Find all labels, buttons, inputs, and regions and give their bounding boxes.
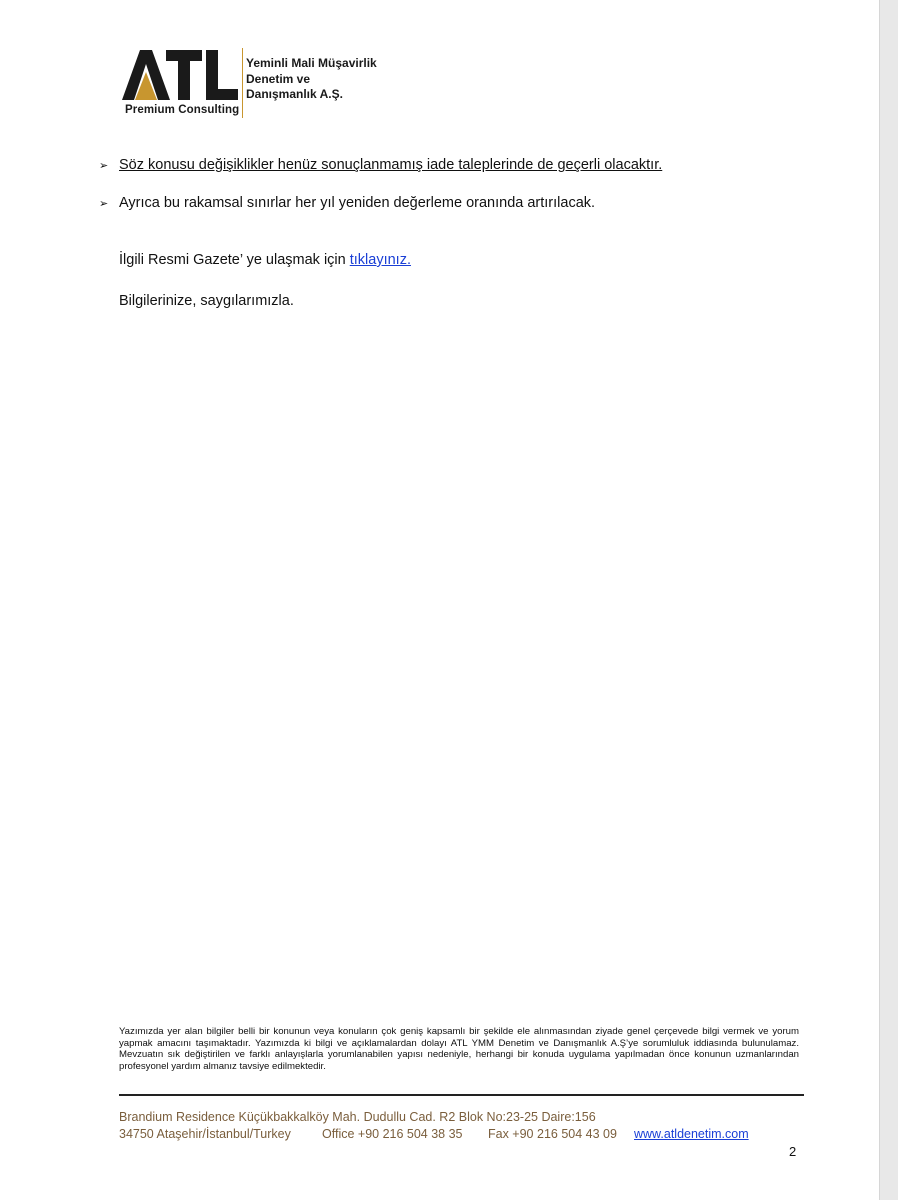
arrow-bullet-icon: ➢ <box>99 160 109 172</box>
footer-city: 34750 Ataşehir/İstanbul/Turkey <box>119 1127 291 1141</box>
viewer-edge <box>879 0 898 1200</box>
company-name <box>246 56 377 103</box>
arrow-bullet-icon: ➢ <box>99 198 109 210</box>
atl-logo-mark-icon <box>118 42 242 106</box>
gazette-text: İlgili Resmi Gazete’ ye ulaşmak için <box>119 252 350 268</box>
footer-office-phone: Office +90 216 504 38 35 <box>322 1127 463 1141</box>
footer-contact-line <box>119 1127 749 1141</box>
bullet-item-2 <box>99 195 595 211</box>
logo-tagline: Premium Consulting <box>125 104 240 116</box>
bullet-item-1 <box>99 157 662 173</box>
company-name-line-1: Yeminli Mali Müşavirlik <box>246 56 377 70</box>
footer-divider <box>119 1094 804 1096</box>
company-name-line-2: Denetim ve <box>246 71 311 86</box>
page-number: 2 <box>789 1144 797 1159</box>
logo-divider <box>242 48 243 118</box>
gazette-link[interactable]: tıklayınız. <box>349 252 411 268</box>
company-name-line-3: Danışmanlık A.Ş. <box>246 87 343 101</box>
closing-text: Bilgilerinize, saygılarımızla. <box>119 293 294 309</box>
bullet-text-1: Söz konusu değişiklikler henüz sonuçlanmamış iade taleplerinde de geçerli olacaktır. <box>119 157 663 173</box>
company-logo <box>118 42 408 122</box>
footer-address: Brandium Residence Küçükbakkalköy Mah. Dudullu Cad. R2 Blok No:23-25 Daire:156 <box>119 1110 596 1124</box>
footer-fax: Fax +90 216 504 43 09 <box>488 1127 617 1141</box>
bullet-text-2: Ayrıca bu rakamsal sınırlar her yıl yeniden değerleme oranında artırılacak. <box>119 195 596 211</box>
footer-website-link[interactable]: www.atldenetim.com <box>634 1127 749 1141</box>
disclaimer-text: Yazımızda yer alan bilgiler belli bir konunun veya konuların çok geniş kapsamlı bir şekilde ele alınmasından ziyade genel çerçevede bilgi vermek ve yorum yapmak amacını taşımaktadır. Yazımızda ki bilgi ve açıklamalardan dolayı ATL YMM Denetim ve Danışmanlık A.Ş’ye sorumluluk iddiasında bulunulamaz. Mevzuatın sık değiştirilen ve farklı anlayışlarla yorumlanabilen yapısı nedeniyle, herhangi bir konuda uygulama yapılmadan önce konunun uzmanlarından profesyonel yardım almanız tavsiye edilmektedir. <box>119 1026 799 1072</box>
gazette-paragraph <box>119 252 411 268</box>
